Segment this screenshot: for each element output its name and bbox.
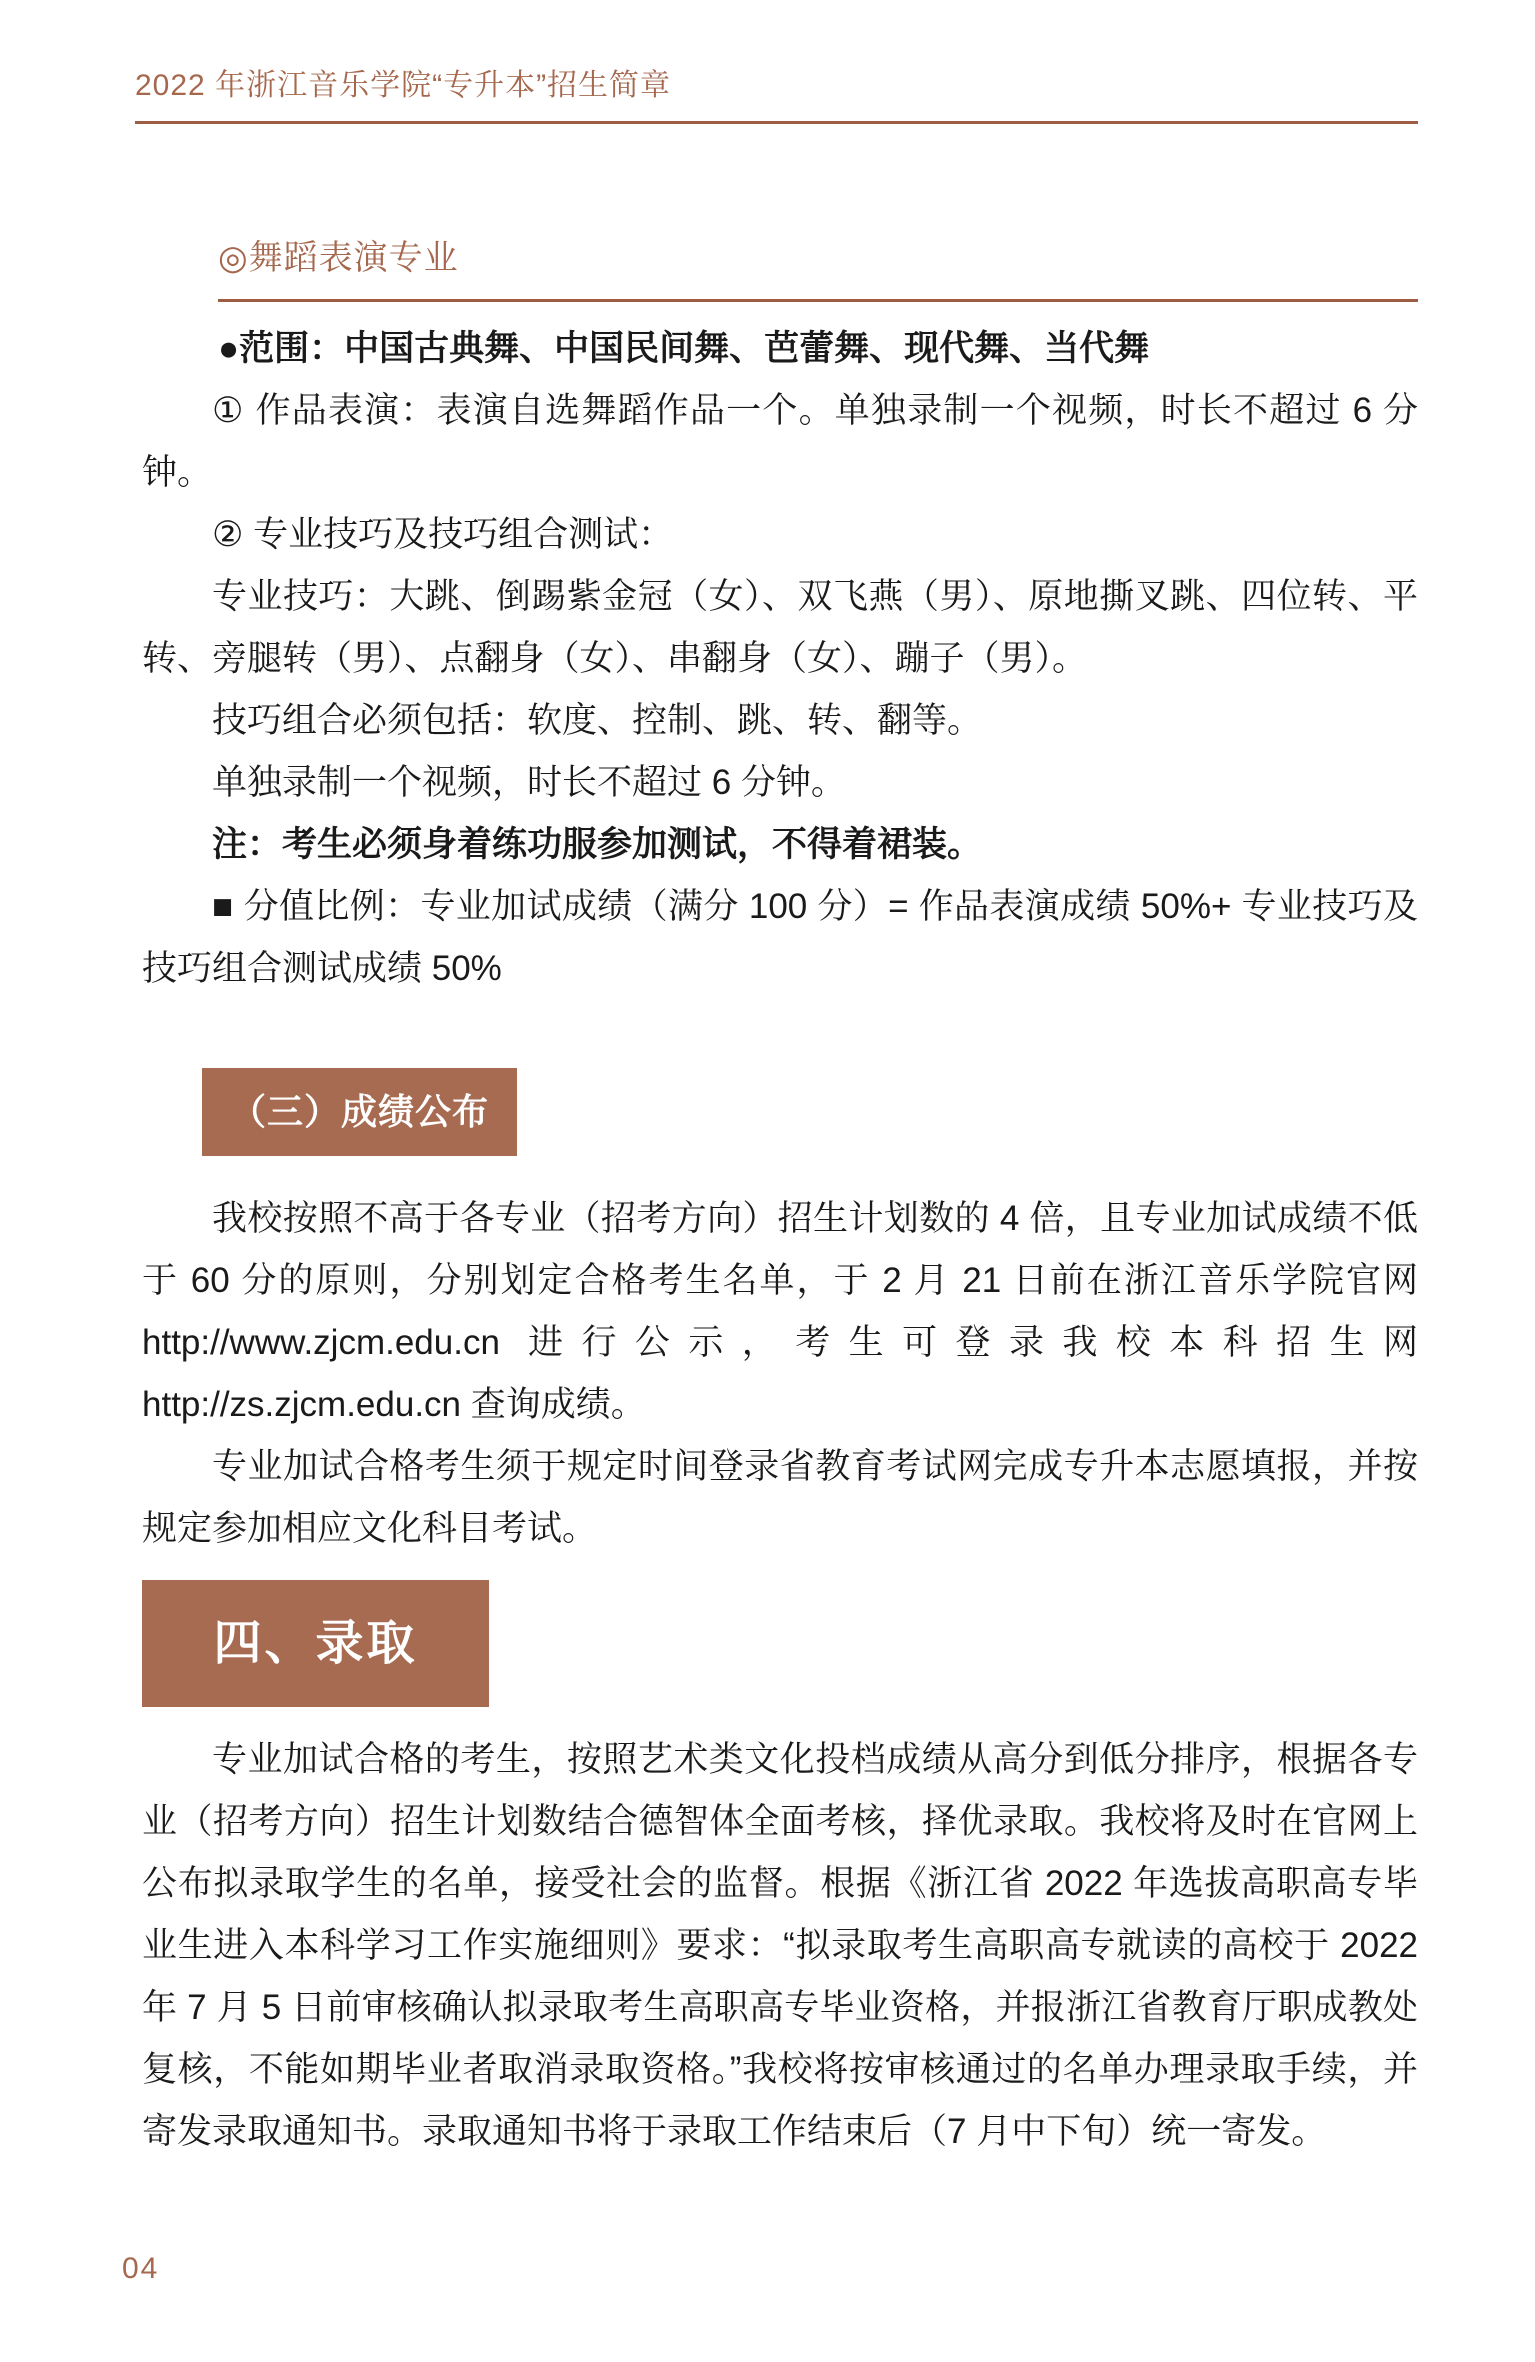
- section-heading-rule: [218, 299, 1418, 302]
- major-section-heading: [218, 236, 459, 280]
- score-ratio-line: ■ 分值比例：专业加试成绩（满分 100 分）= 作品表演成绩 50%+ 专业技巧及技巧组合测试成绩 50%: [142, 887, 1418, 988]
- page-title: 2022 年浙江音乐学院“专升本”招生简章: [135, 69, 672, 102]
- major-section-heading-label: 舞蹈表演专业: [248, 239, 459, 277]
- paragraph: 单独录制一个视频，时长不超过 6 分钟。: [212, 763, 846, 802]
- page-number: 04: [122, 2252, 160, 2285]
- note-line: 注：考生必须身着练功服参加测试，不得着裙装。: [212, 825, 983, 864]
- paragraph: 技巧组合必须包括：软度、控制、跳、转、翻等。: [212, 701, 983, 740]
- scope-line: [142, 318, 1418, 380]
- document-body: [142, 318, 1418, 2163]
- paragraph: ① 作品表演：表演自选舞蹈作品一个。单独录制一个视频，时长不超过 6 分钟。: [142, 391, 1418, 492]
- subsection-title-box: （三）成绩公布: [202, 1068, 517, 1156]
- filled-circle-bullet-icon: ●: [218, 329, 240, 368]
- paragraph: 我校按照不高于各专业（招考方向）招生计划数的 4 倍，且专业加试成绩不低于 60 分的原则，分别划定合格考生名单，于 2 月 21 日前在浙江音乐学院官网 http://www.zjcm.edu.cn 进行公示，考生可登录我校本科招生网 http://zs.zjcm.edu.cn 查询成绩。: [142, 1199, 1418, 1424]
- paragraph: 专业加试合格的考生，按照艺术类文化投档成绩从高分到低分排序，根据各专业（招考方向）招生计划数结合德智体全面考核，择优录取。我校将及时在官网上公布拟录取学生的名单，接受社会的监督。根据《浙江省 2022 年选拔高职高专毕业生进入本科学习工作实施细则》要求：“拟录取考生高职高专就读的高校于 2022 年 7 月 5 日前审核确认拟录取考生高职高专毕业资格，并报浙江省教育厅职成教处复核，不能如期毕业者取消录取资格。”我校将按审核通过的名单办理录取手续，并寄发录取通知书。录取通知书将于录取工作结束后（7 月中下旬）统一寄发。: [142, 1740, 1418, 2151]
- header-rule: [135, 121, 1418, 124]
- scope-line-text: 范围：中国古典舞、中国民间舞、芭蕾舞、现代舞、当代舞: [239, 329, 1150, 368]
- paragraph: 专业加试合格考生须于规定时间登录省教育考试网完成专升本志愿填报，并按规定参加相应文化科目考试。: [142, 1447, 1418, 1548]
- double-circle-bullet-icon: ◎: [218, 239, 249, 277]
- chapter-title-box: 四、录取: [142, 1580, 489, 1707]
- paragraph: ② 专业技巧及技巧组合测试：: [212, 515, 674, 554]
- paragraph: 专业技巧：大跳、倒踢紫金冠（女）、双飞燕（男）、原地撕叉跳、四位转、平转、旁腿转（男）、点翻身（女）、串翻身（女）、蹦子（男）。: [142, 577, 1418, 678]
